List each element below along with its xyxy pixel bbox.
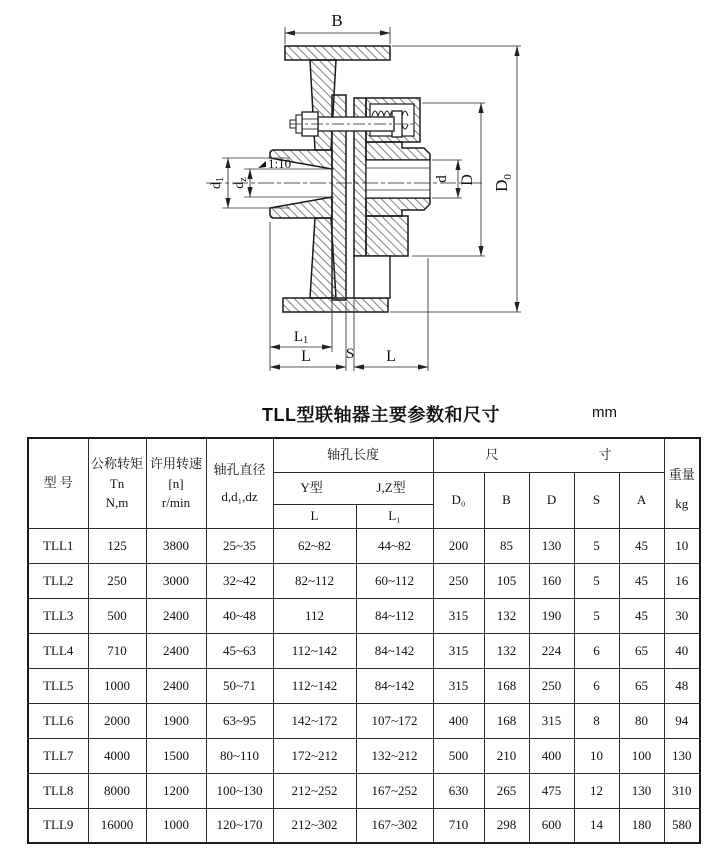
cell-L1: 84~142: [356, 668, 433, 703]
cell-kg: 10: [664, 528, 700, 563]
cell-s: 8: [574, 703, 619, 738]
cell-b: 210: [484, 738, 529, 773]
cell-model: TLL5: [28, 668, 88, 703]
cell-speed: 1000: [146, 808, 206, 843]
cell-d0: 710: [433, 808, 484, 843]
dimension-d-bore: [432, 160, 462, 198]
cell-a: 65: [619, 668, 664, 703]
table-row: [28, 703, 700, 738]
dim-label-d1: $d_1$: [209, 177, 226, 189]
cell-d0: 315: [433, 633, 484, 668]
table-row: [28, 773, 700, 808]
header-torque: 公称转矩 Tn N,m: [88, 438, 146, 528]
cell-speed: 3800: [146, 528, 206, 563]
cell-L: 112: [273, 598, 356, 633]
right-hub-upper: [366, 142, 430, 160]
header-a: A: [619, 472, 664, 528]
cell-model: TLL4: [28, 633, 88, 668]
cell-speed: 3000: [146, 563, 206, 598]
cell-L1: 132~212: [356, 738, 433, 773]
cell-model: TLL8: [28, 773, 88, 808]
taper-arrow-icon: [258, 161, 266, 168]
cell-L: 172~212: [273, 738, 356, 773]
cell-s: 5: [574, 563, 619, 598]
cell-L1: 84~112: [356, 598, 433, 633]
cell-d: 160: [529, 563, 574, 598]
cell-bore_dia: 120~170: [206, 808, 273, 843]
cell-speed: 1500: [146, 738, 206, 773]
header-weight: 重量 kg: [664, 438, 700, 528]
cell-s: 5: [574, 598, 619, 633]
cell-s: 10: [574, 738, 619, 773]
taper-label: 1:10: [268, 156, 292, 171]
table-row: [28, 738, 700, 773]
dim-label-d0: $D_0$: [492, 174, 514, 192]
cell-a: 45: [619, 598, 664, 633]
dim-label-d-flange: D: [459, 174, 476, 186]
cell-d: 130: [529, 528, 574, 563]
header-l1: L₁: [356, 504, 433, 528]
dim-label-s: S: [345, 346, 355, 362]
cell-d: 600: [529, 808, 574, 843]
cell-a: 45: [619, 563, 664, 598]
table-row: [28, 808, 700, 843]
shaft-boss: [354, 256, 390, 298]
cell-L: 212~302: [273, 808, 356, 843]
table-row: [28, 563, 700, 598]
cell-speed: 2400: [146, 633, 206, 668]
cell-L: 112~142: [273, 668, 356, 703]
cell-model: TLL1: [28, 528, 88, 563]
cell-a: 45: [619, 528, 664, 563]
cell-d0: 400: [433, 703, 484, 738]
header-speed: 许用转速 [n] r/min: [146, 438, 206, 528]
cell-a: 80: [619, 703, 664, 738]
cell-kg: 30: [664, 598, 700, 633]
cell-s: 6: [574, 633, 619, 668]
cell-L: 112~142: [273, 633, 356, 668]
sleeve-top-rim: [285, 46, 390, 60]
cell-L1: 167~302: [356, 808, 433, 843]
cell-s: 12: [574, 773, 619, 808]
cell-L1: 167~252: [356, 773, 433, 808]
cell-b: 168: [484, 668, 529, 703]
cell-d0: 500: [433, 738, 484, 773]
cell-bore_dia: 40~48: [206, 598, 273, 633]
cell-speed: 1200: [146, 773, 206, 808]
dim-label-b: B: [331, 11, 343, 30]
cell-L1: 107~172: [356, 703, 433, 738]
cell-a: 100: [619, 738, 664, 773]
cell-d: 224: [529, 633, 574, 668]
cell-speed: 2400: [146, 668, 206, 703]
cell-speed: 2400: [146, 598, 206, 633]
cell-a: 180: [619, 808, 664, 843]
cell-d: 315: [529, 703, 574, 738]
cell-model: TLL7: [28, 738, 88, 773]
header-l: L: [273, 504, 356, 528]
right-hub-flange: [366, 216, 408, 256]
header-size: 尺 寸: [433, 438, 664, 472]
cell-bore_dia: 25~35: [206, 528, 273, 563]
cell-model: TLL2: [28, 563, 88, 598]
header-model: 型 号: [28, 438, 88, 528]
header-bore-dia: 轴孔直径 d,d₁,dz: [206, 438, 273, 528]
cell-s: 6: [574, 668, 619, 703]
cell-model: TLL6: [28, 703, 88, 738]
cell-L1: 84~142: [356, 633, 433, 668]
cell-d: 475: [529, 773, 574, 808]
cell-d0: 630: [433, 773, 484, 808]
cell-torque: 1000: [88, 668, 146, 703]
cell-kg: 310: [664, 773, 700, 808]
header-jz-type: J,Z型: [376, 480, 406, 496]
table-row: [28, 528, 700, 563]
header-d0: D₀: [433, 472, 484, 528]
table-body: [28, 528, 700, 843]
right-hub-lower: [366, 198, 430, 216]
cell-d: 250: [529, 668, 574, 703]
header-d: D: [529, 472, 574, 528]
cell-L1: 60~112: [356, 563, 433, 598]
dim-label-dz: $d_z$: [232, 177, 249, 189]
cell-torque: 16000: [88, 808, 146, 843]
cell-L: 62~82: [273, 528, 356, 563]
unit-label: mm: [592, 404, 617, 421]
cell-torque: 125: [88, 528, 146, 563]
cell-d0: 250: [433, 563, 484, 598]
dimension-b: [285, 11, 390, 44]
cell-a: 130: [619, 773, 664, 808]
cell-kg: 580: [664, 808, 700, 843]
header-s: S: [574, 472, 619, 528]
cell-b: 132: [484, 633, 529, 668]
cell-L: 212~252: [273, 773, 356, 808]
cell-d0: 315: [433, 668, 484, 703]
header-bore-length: 轴孔长度: [273, 438, 433, 472]
cell-torque: 710: [88, 633, 146, 668]
cell-kg: 130: [664, 738, 700, 773]
cell-bore_dia: 32~42: [206, 563, 273, 598]
table-row: [28, 598, 700, 633]
hub-lower: [270, 197, 332, 218]
dim-label-l1: L1: [293, 329, 309, 346]
cell-L: 82~112: [273, 563, 356, 598]
cell-torque: 4000: [88, 738, 146, 773]
header-y-type: Y型: [300, 480, 323, 496]
dim-label-d-bore: d: [434, 175, 450, 183]
cell-kg: 48: [664, 668, 700, 703]
cell-bore_dia: 45~63: [206, 633, 273, 668]
dim-label-l-left: L: [301, 348, 311, 365]
cell-b: 298: [484, 808, 529, 843]
cell-speed: 1900: [146, 703, 206, 738]
cell-b: 85: [484, 528, 529, 563]
cell-b: 168: [484, 703, 529, 738]
cell-b: 265: [484, 773, 529, 808]
dim-label-l-right: L: [386, 348, 396, 365]
table-row: [28, 668, 700, 703]
cell-d: 190: [529, 598, 574, 633]
cell-torque: 2000: [88, 703, 146, 738]
cell-s: 14: [574, 808, 619, 843]
cell-bore_dia: 63~95: [206, 703, 273, 738]
cell-kg: 94: [664, 703, 700, 738]
cell-L1: 44~82: [356, 528, 433, 563]
cell-bore_dia: 50~71: [206, 668, 273, 703]
cell-model: TLL9: [28, 808, 88, 843]
cell-bore_dia: 100~130: [206, 773, 273, 808]
cell-s: 5: [574, 528, 619, 563]
table-title: TLL型联轴器主要参数和尺寸: [262, 405, 500, 425]
cell-torque: 500: [88, 598, 146, 633]
cell-a: 65: [619, 633, 664, 668]
parameters-table: [27, 437, 701, 844]
cell-torque: 250: [88, 563, 146, 598]
cell-d0: 315: [433, 598, 484, 633]
cell-model: TLL3: [28, 598, 88, 633]
header-b: B: [484, 472, 529, 528]
cell-b: 132: [484, 598, 529, 633]
cell-kg: 40: [664, 633, 700, 668]
cell-d0: 200: [433, 528, 484, 563]
header-bore-types: [273, 472, 433, 504]
cell-b: 105: [484, 563, 529, 598]
right-bore: [366, 160, 430, 198]
table-row: [28, 633, 700, 668]
cell-kg: 16: [664, 563, 700, 598]
cell-bore_dia: 80~110: [206, 738, 273, 773]
cell-d: 400: [529, 738, 574, 773]
cell-torque: 8000: [88, 773, 146, 808]
cell-L: 142~172: [273, 703, 356, 738]
